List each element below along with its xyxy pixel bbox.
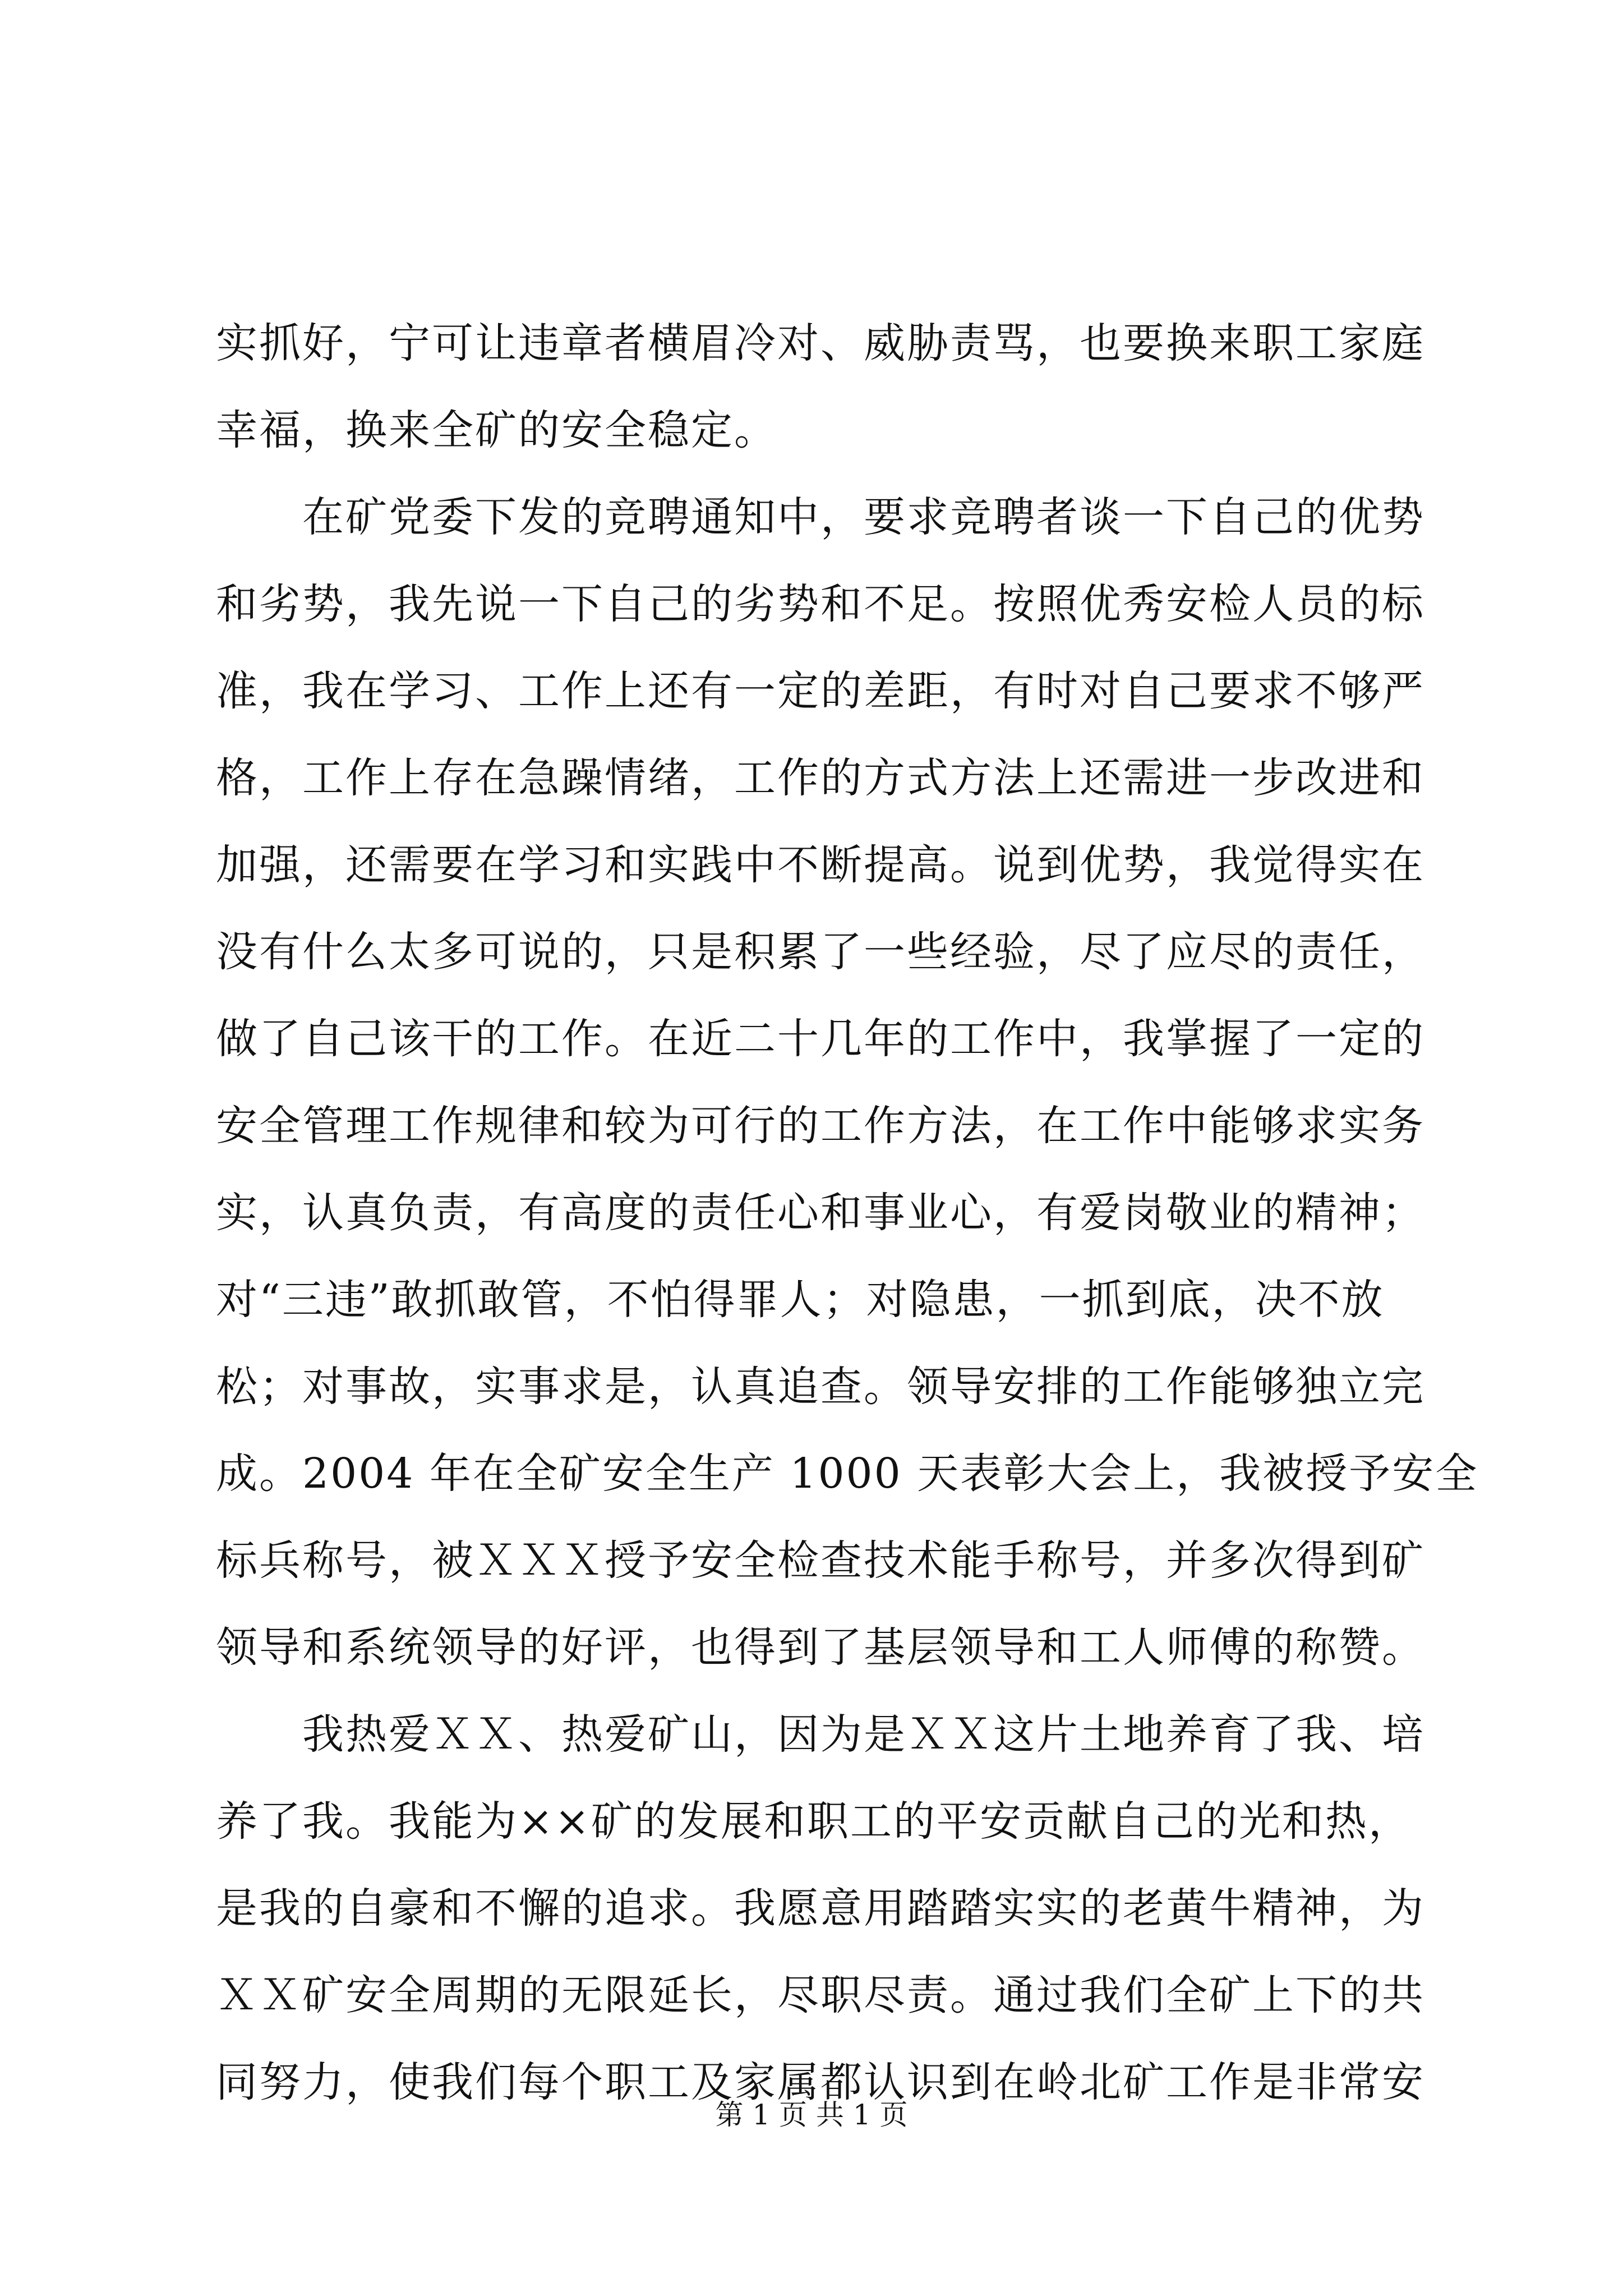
text-line: 格，工作上存在急躁情绪，工作的方式方法上还需进一步改进和 bbox=[216, 754, 1425, 802]
text-line: 成。2004 年在全矿安全生产 1000 天表彰大会上，我被授予安全 bbox=[216, 1450, 1479, 1498]
paragraph-start-line: 在矿党委下发的竞聘通知中，要求竞聘者谈一下自己的优势 bbox=[216, 493, 1425, 541]
text-line: 安全管理工作规律和较为可行的工作方法，在工作中能够求实务 bbox=[216, 1102, 1425, 1150]
text-line: 同努力，使我们每个职工及家属都认识到在岭北矿工作是非常安 bbox=[216, 2058, 1425, 2106]
text-line: 标兵称号，被ＸＸＸ授予安全检查技术能手称号，并多次得到矿 bbox=[216, 1536, 1425, 1585]
page-number-footer: 第 1 页 共 1 页 bbox=[715, 2099, 908, 2131]
text-line: 加强，还需要在学习和实践中不断提高。说到优势，我觉得实在 bbox=[216, 841, 1425, 889]
body-text bbox=[216, 300, 1479, 2126]
text-line: 是我的自豪和不懈的追求。我愿意用踏踏实实的老黄牛精神，为 bbox=[216, 1884, 1425, 1932]
text-line: 松；对事故，实事求是，认真追查。领导安排的工作能够独立完 bbox=[216, 1363, 1425, 1411]
text-line: 幸福，换来全矿的安全稳定。 bbox=[216, 406, 777, 454]
text-line: 准，我在学习、工作上还有一定的差距，有时对自己要求不够严 bbox=[216, 667, 1425, 715]
paragraph-start-line: 我热爱ＸＸ、热爱矿山，因为是ＸＸ这片土地养育了我、培 bbox=[216, 1710, 1425, 1759]
text-line: 没有什么太多可说的，只是积累了一些经验，尽了应尽的责任， bbox=[216, 928, 1425, 976]
text-line: 实抓好，宁可让违章者横眉冷对、威胁责骂，也要换来职工家庭 bbox=[216, 319, 1425, 367]
text-line: 做了自己该干的工作。在近二十几年的工作中，我掌握了一定的 bbox=[216, 1015, 1425, 1063]
text-line: 对“三违”敢抓敢管，不怕得罪人；对隐患，一抓到底，决不放 bbox=[216, 1276, 1385, 1324]
text-line: ＸＸ矿安全周期的无限延长，尽职尽责。通过我们全矿上下的共 bbox=[216, 1971, 1425, 2019]
text-line: 养了我。我能为××矿的发展和职工的平安贡献自己的光和热， bbox=[216, 1797, 1412, 1846]
text-line: 领导和系统领导的好评，也得到了基层领导和工人师傅的称赞。 bbox=[216, 1623, 1425, 1672]
text-line: 和劣势，我先说一下自己的劣势和不足。按照优秀安检人员的标 bbox=[216, 580, 1425, 628]
text-line: 实，认真负责，有高度的责任心和事业心，有爱岗敬业的精神； bbox=[216, 1189, 1425, 1237]
